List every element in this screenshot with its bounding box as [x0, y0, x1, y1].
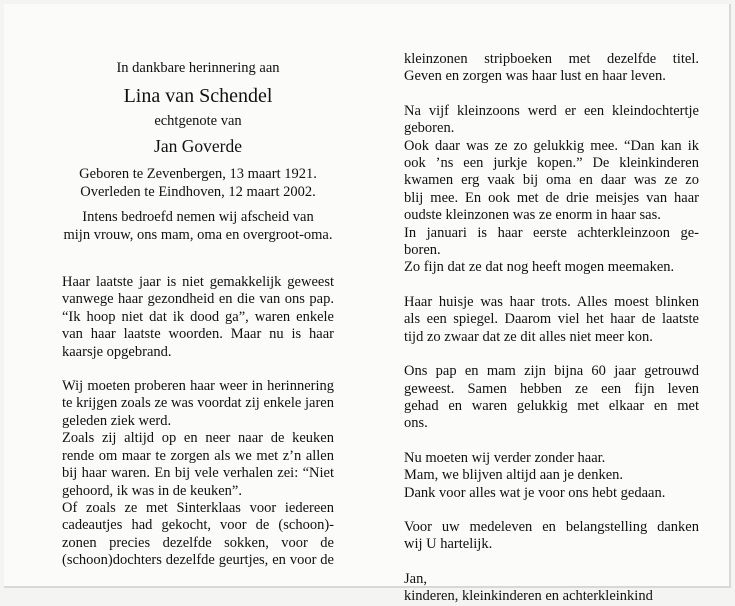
- memorial-header: [62, 59, 334, 244]
- paragraph-gifts: [404, 51, 699, 86]
- text-line: tijd zo zwaar dat ze dit alles niet meer kon.: [404, 328, 653, 345]
- text-line: ons.: [404, 415, 428, 432]
- text-line: Zo fijn dat ze dat nog heeft mogen meemaken.: [404, 259, 675, 276]
- text-line: blij mee. En ook met de drie meisjes van haar: [404, 189, 699, 206]
- spouse-label: echtgenote van: [154, 113, 242, 129]
- text-line: geleden ziek werd.: [62, 412, 172, 429]
- paragraph-marriage: [404, 363, 699, 433]
- text-line: “Ik hoop niet dat ik dood ga”, waren enkele: [62, 308, 334, 325]
- text-line: zonen precies dezelfde sokken, voor de: [62, 534, 334, 551]
- paragraph-memories: [62, 378, 334, 569]
- text-line: oudste kleinzonen was ze enorm in haar sas.: [404, 207, 661, 224]
- text-line: Ons pap en mam zijn bijna 60 jaar getrouwd: [404, 363, 699, 380]
- text-line: ook ’ns een jurkje kopen.” De kleinkinderen: [404, 155, 699, 172]
- spouse-name: Jan Goverde: [154, 136, 242, 157]
- paragraph-last-year: [62, 274, 334, 361]
- text-line: gehoord, ik was in de keuken”.: [62, 482, 242, 499]
- text-line: Wij moeten proberen haar weer in herinnering: [62, 378, 334, 395]
- memorial-card: [4, 4, 731, 605]
- farewell-line-1: Intens bedroefd nemen wij afscheid van: [82, 209, 314, 226]
- text-line: rende om maar te zorgen als we met z’n allen: [62, 447, 334, 464]
- text-line: In januari is haar eerste achterkleinzoon ge-: [404, 224, 699, 241]
- text-line: van haar laatste woorden. Maar nu is haar: [62, 326, 334, 343]
- deceased-name: Lina van Schendel: [123, 85, 273, 107]
- text-line: gehad en waren gelukkig met elkaar en met: [404, 397, 699, 414]
- text-line: cadeautjes had gekocht, voor de (schoon)-: [62, 517, 334, 534]
- text-line: als een spiegel. Daarom viel het haar de laatste: [404, 311, 699, 328]
- text-line: Ook daar was ze zo gelukkig mee. “Dan kan ik: [404, 137, 699, 154]
- text-line: kaarsje opgebrand.: [62, 343, 172, 360]
- text-line: geweest. Samen hebben ze een fijn leven: [404, 380, 699, 397]
- text-line: Dank voor alles wat je voor ons hebt gedaan.: [404, 484, 666, 501]
- text-line: Of zoals ze met Sinterklaas voor iedereen: [62, 499, 334, 516]
- paragraph-grandchildren: [404, 103, 699, 277]
- text-line: wij U hartelijk.: [404, 536, 493, 553]
- text-line: Na vijf kleinzoons werd er een kleindochtertje: [404, 102, 699, 119]
- text-line: Geven en zorgen was haar lust en haar leven.: [404, 68, 666, 85]
- signature-block: [404, 571, 699, 606]
- birth-line: Geboren te Zevenbergen, 13 maart 1921.: [79, 166, 317, 183]
- text-line: vanwege haar gezondheid en die van ons pap.: [62, 291, 334, 308]
- text-line: kwamen erg vaak bij oma en daar was ze zo: [404, 172, 699, 189]
- text-line: bij haar waren. En bij vele verhalen zei: “Niet: [62, 465, 334, 482]
- death-line: Overleden te Eindhoven, 12 maart 2002.: [80, 183, 316, 200]
- signature-name: Jan,: [404, 570, 427, 587]
- text-line: Nu moeten wij verder zonder haar.: [404, 449, 606, 466]
- text-line: geboren.: [404, 120, 455, 137]
- paragraph-house: [404, 294, 699, 346]
- intro-text: In dankbare herinnering aan: [116, 60, 280, 76]
- text-line: Voor uw medeleven en belangstelling danken: [404, 518, 699, 535]
- left-column: [62, 59, 334, 570]
- signature-family: kinderen, kleinkinderen en achterkleinkind: [404, 588, 653, 605]
- right-column: [404, 51, 699, 606]
- farewell-line-2: mijn vrouw, ons mam, oma en overgroot-oma.: [63, 226, 333, 243]
- paragraph-farewell: [404, 450, 699, 502]
- text-line: te krijgen zoals ze was voordat zij enkele jaren: [62, 395, 334, 412]
- text-line: Haar laatste jaar is niet gemakkelijk geweest: [62, 274, 334, 291]
- text-line: (schoon)dochters dezelfde geurtjes, en voor de: [62, 552, 334, 569]
- paragraph-thanks: [404, 519, 699, 554]
- text-line: boren.: [404, 242, 441, 259]
- text-line: Haar huisje was haar trots. Alles moest blinken: [404, 293, 699, 310]
- text-line: Mam, we blijven altijd aan je denken.: [404, 467, 624, 484]
- text-line: kleinzonen stripboeken met dezelfde titel.: [404, 51, 699, 67]
- text-line: Zoals zij altijd op en neer naar de keuken: [62, 430, 334, 447]
